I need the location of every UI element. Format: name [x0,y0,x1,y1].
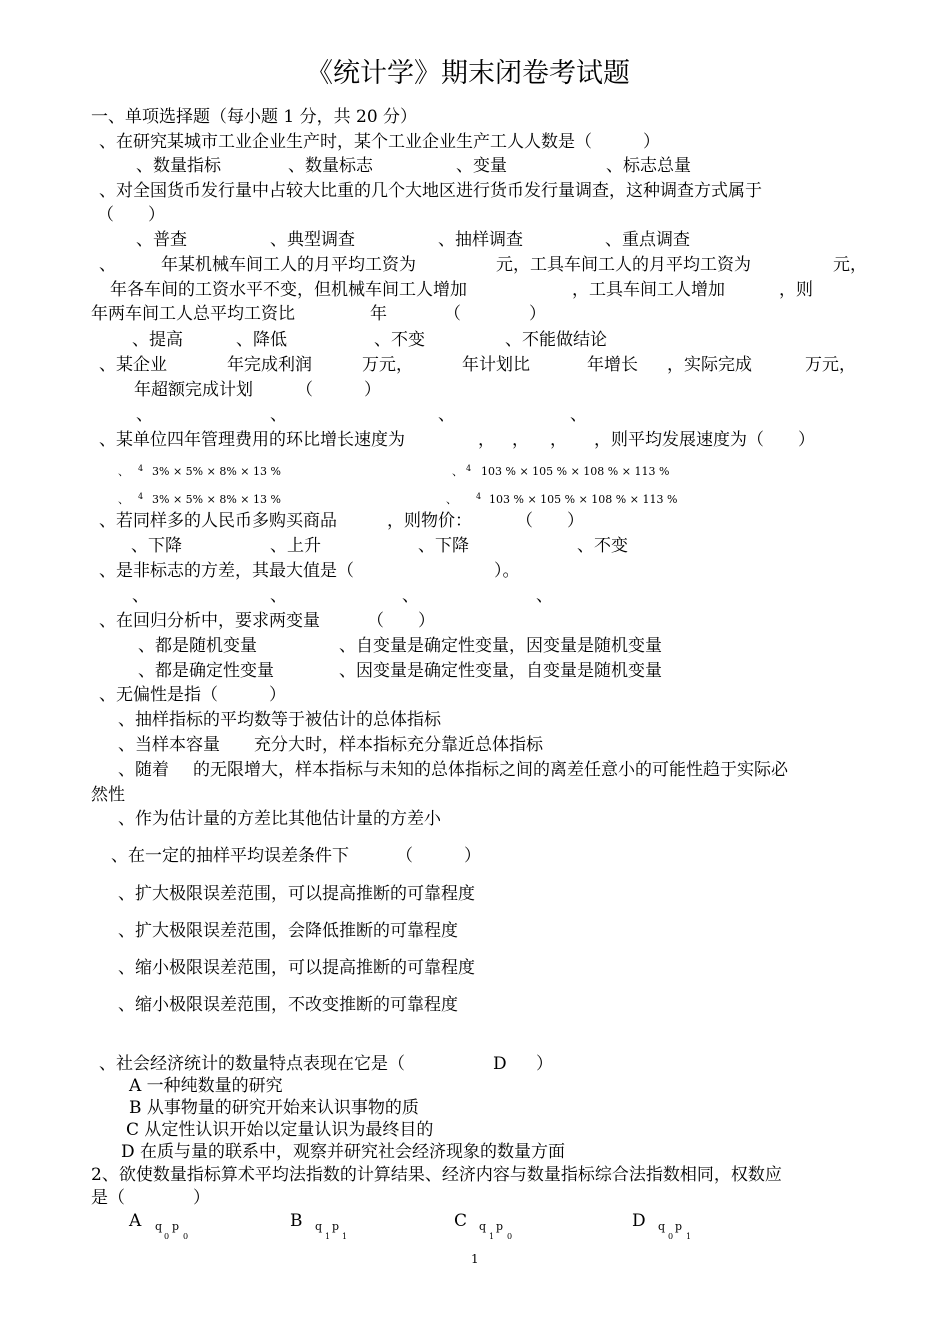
answer-paren: （ ） [516,511,584,531]
question-stem-part: 元，工具车间工人的月平均工资为 [496,255,751,275]
option-expression: 3% × 5% × 8% × 13 % [152,493,281,506]
formula-p: p [332,1220,340,1233]
option-d: 、重点调查 [605,230,690,250]
question-stem-part: 年各车间的工资水平不变，但机械车间工人增加 [110,280,467,300]
option-a: 、普查 [136,230,187,250]
option-c: 、抽样调查 [438,230,523,250]
formula-q-subscript: 0 [668,1232,674,1241]
question-stem-part: ，则 [779,280,813,300]
option-d: 、因变量是确定性变量，自变量是随机变量 [339,661,662,681]
question-stem-part: ，则平均发展速度为（ ） [594,430,815,450]
answer-paren: （ ） [296,380,381,400]
option-a: 、提高 [132,330,183,350]
formula-q: q [479,1220,487,1233]
formula-q: q [658,1220,666,1233]
option-d: 、 [536,586,553,606]
question-stem-part: 万元， [362,355,413,375]
question-stem-part: ）。 [494,561,520,581]
option-a: 、扩大极限误差范围，可以提高推断的可靠程度 [118,884,475,904]
answer-paren: （ ） [367,611,435,631]
option-a: 、抽样指标的平均数等于被估计的总体指标 [118,710,441,730]
formula-q-subscript: 1 [325,1232,331,1241]
option-b: 、扩大极限误差范围，会降低推断的可靠程度 [118,921,458,941]
page-title: 《统计学》期末闭卷考试题 [306,58,630,89]
root-index: 4 [138,492,144,501]
option-c-cont: 然性 [91,785,125,805]
answer-paren: （ ） [444,304,546,324]
option-a: 、都是随机变量 [138,636,257,656]
option-d: 、 [570,405,587,425]
question-stem: 、在研究某城市工业企业生产时，某个工业企业生产工人人数是（ ） [99,132,660,152]
option-expression: 103 % × 105 % × 108 % × 113 % [481,465,670,478]
formula-q: q [315,1220,323,1233]
option-label: C [454,1211,468,1231]
formula-q: q [155,1220,163,1233]
option-a: 、 [136,405,153,425]
formula-q-subscript: 0 [164,1232,170,1241]
question-number-mark: 、 [99,255,116,275]
answer-paren: （ ） [97,205,165,225]
filled-answer: D [493,1054,507,1074]
question-stem-part: 年超额完成计划 [134,380,253,400]
question-stem: 、无偏性是指（ ） [99,685,286,705]
formula-p: p [675,1220,683,1233]
option-b: 、当样本容量 [118,735,220,755]
page-number: 1 [471,1252,479,1266]
root-index: 4 [476,492,482,501]
option-d: D 在质与量的联系中，观察并研究社会经济现象的数量方面 [121,1142,566,1162]
question-stem-part: 年完成利润 [227,355,312,375]
question-stem: 、在回归分析中，要求两变量 [99,611,320,631]
formula-p: p [172,1220,180,1233]
question-stem-cont: 是（ ） [91,1188,210,1208]
question-stem-part: ，则物价： [387,511,472,531]
option-a: 、下降 [131,536,182,556]
option-c: 、都是确定性变量 [138,661,274,681]
option-b-cont: 充分大时，样本指标充分靠近总体指标 [254,735,543,755]
option-a: A 一种纯数量的研究 [129,1076,283,1096]
option-c-cont: 的无限增大，样本指标与未知的总体指标之间的离差任意小的可能性趋于实际必 [193,760,788,780]
question-stem-part: ， [478,430,495,450]
option-d: 、标志总量 [606,156,691,176]
formula-p: p [496,1220,504,1233]
option-b: B 从事物量的研究开始来认识事物的质 [129,1098,419,1118]
root-index: 4 [466,464,472,473]
question-stem-part: 元， [833,255,867,275]
option-c: 、 [438,405,455,425]
option-b: 、典型调查 [270,230,355,250]
option-d: 、缩小极限误差范围，不改变推断的可靠程度 [118,995,458,1015]
question-stem: 、社会经济统计的数量特点表现在它是（ [99,1054,405,1074]
question-stem-part: ， [512,430,529,450]
question-stem: 、是非标志的方差，其最大值是（ [99,561,354,581]
question-stem: 、对全国货币发行量中占较大比重的几个大地区进行货币发行量调查，这种调查方式属于 [99,181,762,201]
formula-q-subscript: 1 [489,1232,495,1241]
root-index: 4 [138,464,144,473]
option-mark: 、 [118,465,129,478]
formula-p-subscript: 1 [686,1232,692,1241]
answer-paren: （ ） [396,846,481,866]
question-stem-part: ，工具车间工人增加 [572,280,725,300]
option-c: 、不变 [374,330,425,350]
option-b: 、降低 [236,330,287,350]
question-stem-part: 、若同样多的人民币多购买商品 [99,511,337,531]
question-stem-part: ， [550,430,567,450]
question-stem: 、在一定的抽样平均误差条件下 [111,846,349,866]
option-c: 、缩小极限误差范围，可以提高推断的可靠程度 [118,958,475,978]
formula-p-subscript: 1 [342,1232,348,1241]
question-stem-part: ，实际完成 [667,355,752,375]
option-label: A [129,1211,142,1231]
option-a: 、 [132,586,149,606]
option-a: 、数量指标 [136,156,221,176]
option-label: B [290,1211,303,1231]
option-b: 、 [270,405,287,425]
option-b: 、数量标志 [288,156,373,176]
option-expression: 103 % × 105 % × 108 % × 113 % [489,493,678,506]
option-b: 、 [270,586,287,606]
formula-p-subscript: 0 [183,1232,189,1241]
option-b: 、上升 [270,536,321,556]
option-d: 、不能做结论 [505,330,607,350]
section-heading: 一、单项选择题（每小题 1 分，共 20 分） [91,107,418,127]
question-stem-part: 年某机械车间工人的月平均工资为 [161,255,416,275]
option-mark: 、 [446,493,457,506]
option-c: 、随着 [118,760,169,780]
option-c: C 从定性认识开始以定量认识为最终目的 [126,1120,434,1140]
answer-paren-close: ） [536,1054,553,1074]
formula-p-subscript: 0 [507,1232,513,1241]
option-d: 、作为估计量的方差比其他估计量的方差小 [118,809,441,829]
option-b: 、自变量是确定性变量，因变量是随机变量 [339,636,662,656]
question-stem-part: 、某单位四年管理费用的环比增长速度为 [99,430,405,450]
question-stem-part: 万元， [805,355,856,375]
question-stem: 2、欲使数量指标算术平均法指数的计算结果、经济内容与数量指标综合法指数相同，权数应 [91,1165,782,1185]
option-expression: 3% × 5% × 8% × 13 % [152,465,281,478]
option-d: 、不变 [577,536,628,556]
option-label: D [632,1211,646,1231]
question-stem-part: 年计划比 [462,355,530,375]
question-stem-part: 年两车间工人总平均工资比 [91,304,295,324]
option-c: 、 [402,586,419,606]
option-mark: 、 [118,493,129,506]
question-stem-part: 年增长 [587,355,638,375]
option-mark: 、 [452,465,463,478]
question-stem-part: 年 [370,304,387,324]
option-c: 、下降 [418,536,469,556]
option-c: 、变量 [456,156,507,176]
question-stem-part: 、某企业 [99,355,167,375]
